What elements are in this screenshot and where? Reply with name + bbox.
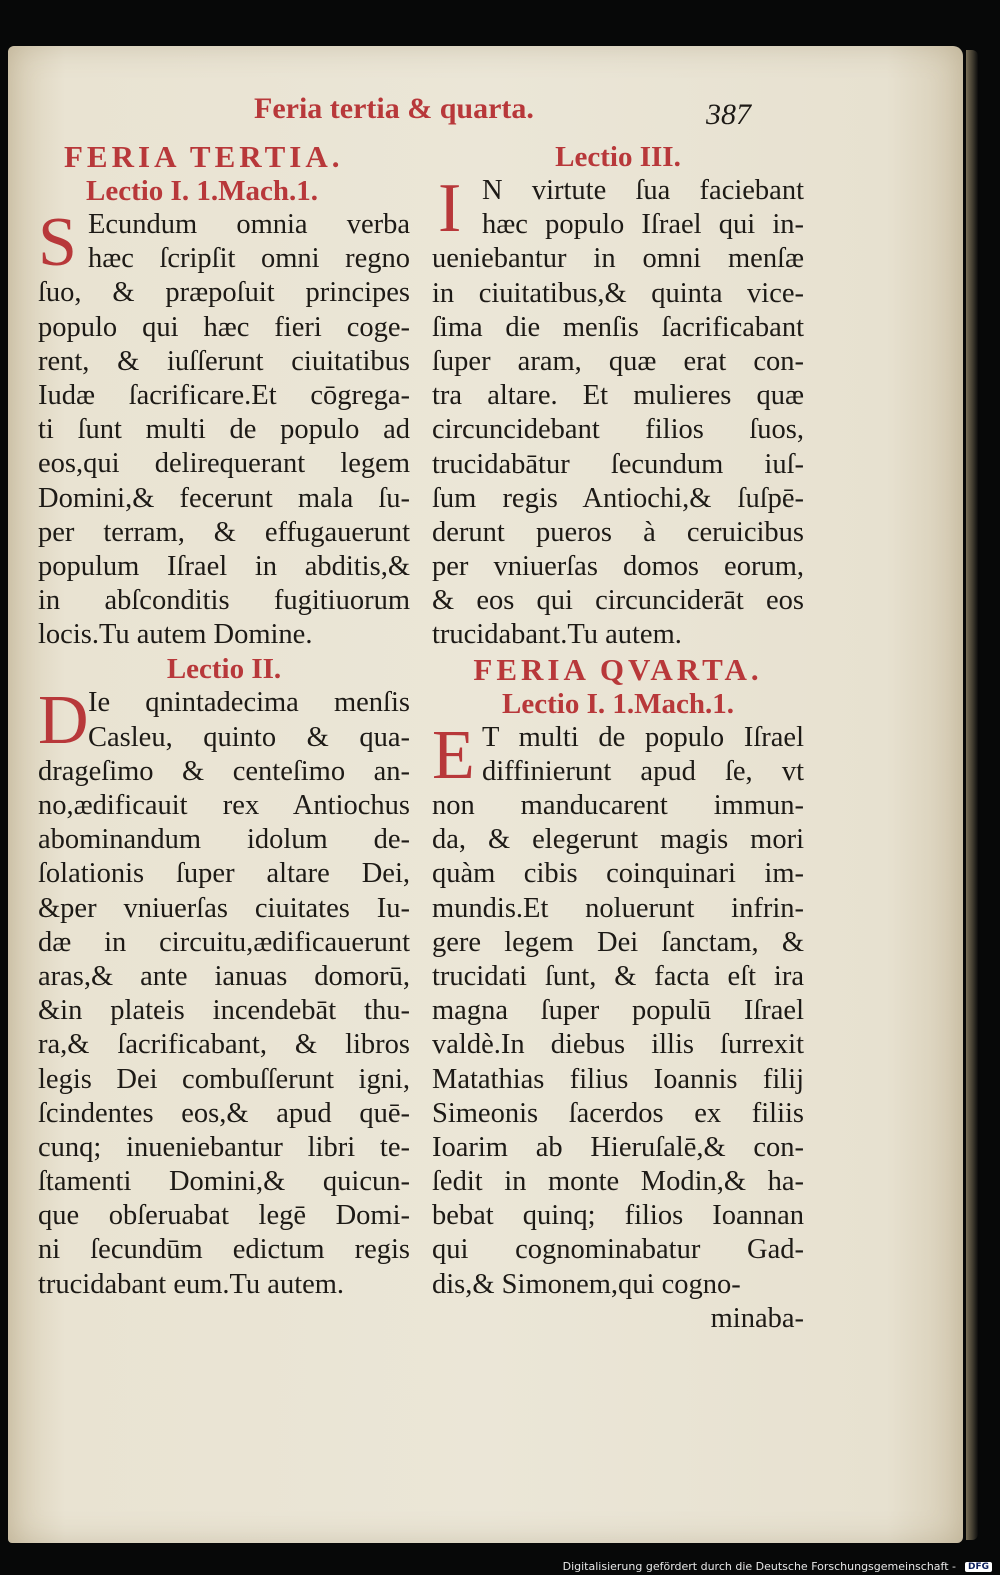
- text-line: cunq; inueniebantur libri te-: [38, 1131, 410, 1163]
- text-line: eos,qui delirequerant legem: [38, 448, 410, 480]
- page-edge: [966, 50, 978, 1540]
- left-column: [38, 140, 410, 1302]
- text-line: bebat quinq; filios Ioannan: [432, 1200, 804, 1232]
- text-line: ni ſecundūm edictum regis: [38, 1234, 410, 1266]
- text-line: T multi de populo Iſrael: [482, 721, 804, 753]
- page-number: 387: [706, 98, 751, 131]
- dfg-logo: DFG: [965, 1562, 992, 1572]
- text-line: gere legem Dei ſanctam, &: [432, 926, 804, 958]
- text-line: Ecundum omnia verba: [88, 209, 410, 240]
- drop-initial-s: S: [38, 204, 77, 281]
- text-line: Domini,& fecerunt mala ſu-: [38, 482, 410, 514]
- text-line: drageſimo & centeſimo an-: [38, 755, 410, 787]
- text-line: &per vniuerſas ciuitates Iu-: [38, 892, 410, 924]
- text-line: circuncidebant filios ſuos,: [432, 414, 804, 446]
- lectio-1-text: [38, 204, 410, 652]
- text-line: Casleu, quinto & qua-: [88, 721, 410, 753]
- digitization-credit: Digitalisierung gefördert durch die Deutsche Forschungsgemeinschaft -: [562, 1560, 956, 1573]
- text-line: ſum regis Antiochi,& ſuſpē-: [432, 482, 804, 514]
- text-line: que obſeruabat legē Domi-: [38, 1200, 410, 1232]
- text-line: magna ſuper populū Iſrael: [432, 995, 804, 1027]
- text-line: dis,& Simonem,qui cogno-: [432, 1268, 741, 1300]
- feria-tertia-heading: FERIA TERTIA.: [64, 139, 344, 174]
- text-line: ra,& ſacrificabant, & libros: [38, 1029, 410, 1061]
- text-line: ſima die menſis ſacrificabant: [432, 311, 804, 343]
- text-line: qui cognominabatur Gad-: [432, 1234, 804, 1266]
- text-line: da, & elegerunt magis mori: [432, 824, 804, 856]
- text-line: ſedit in monte Modin,& ha-: [432, 1166, 804, 1198]
- text-line: per terram, & effugauerunt: [38, 516, 410, 548]
- text-line: quàm cibis coinquinari im-: [432, 858, 804, 890]
- text-line: Simeonis ſacerdos ex filiis: [432, 1097, 804, 1129]
- text-line: hæc ſcripſit omni regno: [88, 243, 410, 275]
- text-line: ſtamenti Domini,& quicun-: [38, 1166, 410, 1198]
- text-line: ueniebantur in omni menſæ: [432, 243, 804, 275]
- text-line: derunt pueros à ceruicibus: [432, 516, 804, 548]
- text-line: valdè.In diebus illis ſurrexit: [432, 1029, 804, 1061]
- text-line: N virtute ſua faciebant: [482, 175, 804, 206]
- text-line: diffinierunt apud ſe, vt: [482, 755, 804, 787]
- text-line: in abſconditis fugitiuorum: [38, 585, 410, 617]
- lectio-1-quarta-lines: [432, 716, 804, 1302]
- text-line: trucidabant.Tu autem.: [432, 619, 682, 651]
- lectio-3-text: [432, 170, 804, 653]
- text-line: Ioarim ab Hieruſalē,& con-: [432, 1131, 804, 1163]
- text-line: & eos qui circunciderāt eos: [432, 585, 804, 617]
- text-line: Ie qnintadecima menſis: [88, 687, 410, 719]
- text-line: in ciuitatibus,& quinta vice-: [432, 277, 804, 309]
- text-line: trucidabātur ſecundum iuſ-: [432, 448, 804, 480]
- text-line: no,ædificauit rex Antiochus: [38, 790, 410, 821]
- text-line: populo qui hæc fieri coge-: [38, 311, 410, 343]
- drop-initial-i: I: [438, 170, 462, 247]
- feria-quarta-heading: FERIA QVARTA.: [473, 651, 763, 687]
- text-line: ſcindentes eos,& apud quē-: [38, 1097, 410, 1129]
- lectio-1-heading: Lectio I. 1.Mach.1.: [86, 175, 318, 207]
- text-line: abominandum idolum de-: [38, 824, 410, 856]
- lectio-1-lines: [38, 204, 410, 652]
- text-line: &in plateis incendebāt thu-: [38, 995, 410, 1027]
- running-head: Feria tertia & quarta.: [254, 92, 534, 125]
- text-line: legis Dei combuſſerunt igni,: [38, 1063, 410, 1095]
- text-line: ti ſunt multi de populo ad: [38, 414, 410, 446]
- catchword: minaba-: [710, 1302, 804, 1334]
- text-line: trucidabant eum.Tu autem.: [38, 1268, 345, 1300]
- lectio-3-heading: Lectio III.: [555, 141, 681, 173]
- lectio-2-text: [38, 682, 410, 1301]
- right-column: [432, 140, 804, 1336]
- lectio-1-quarta-text: [432, 716, 804, 1302]
- text-line: ſuo, & præpoſuit principes: [38, 277, 410, 309]
- text-line: Iudæ ſacrificare.Et cōgrega-: [38, 379, 410, 411]
- text-line: populum Iſrael in abditis,&: [38, 550, 410, 582]
- text-line: ſuper aram, quæ erat con-: [432, 345, 804, 377]
- text-line: non manducarent immun-: [432, 790, 804, 821]
- lectio-2-heading: Lectio II.: [166, 653, 282, 686]
- lectio-1-quarta-heading: Lectio I. 1.Mach.1.: [502, 687, 734, 720]
- text-line: trucidati ſunt, & facta eſt ira: [432, 960, 804, 992]
- text-line: aras,& ante ianuas domorū,: [38, 960, 410, 992]
- drop-initial-e: E: [432, 716, 475, 794]
- lectio-2-lines: [38, 682, 410, 1301]
- text-line: per vniuerſas domos eorum,: [432, 551, 804, 583]
- drop-initial-d: D: [38, 682, 89, 760]
- text-line: mundis.Et noluerunt infrin-: [432, 892, 804, 924]
- text-line: rent, & iuſſerunt ciuitatibus: [38, 345, 410, 377]
- text-line: tra altare. Et mulieres quæ: [432, 380, 804, 412]
- lectio-3-lines: [432, 170, 804, 653]
- text-line: Matathias filius Ioannis filij: [432, 1063, 804, 1095]
- text-line: hæc populo Iſrael qui in-: [482, 209, 804, 241]
- text-line: ſolationis ſuper altare Dei,: [38, 858, 410, 890]
- text-line: locis.Tu autem Domine.: [38, 619, 313, 651]
- text-line: dæ in circuitu,ædificauerunt: [38, 926, 410, 958]
